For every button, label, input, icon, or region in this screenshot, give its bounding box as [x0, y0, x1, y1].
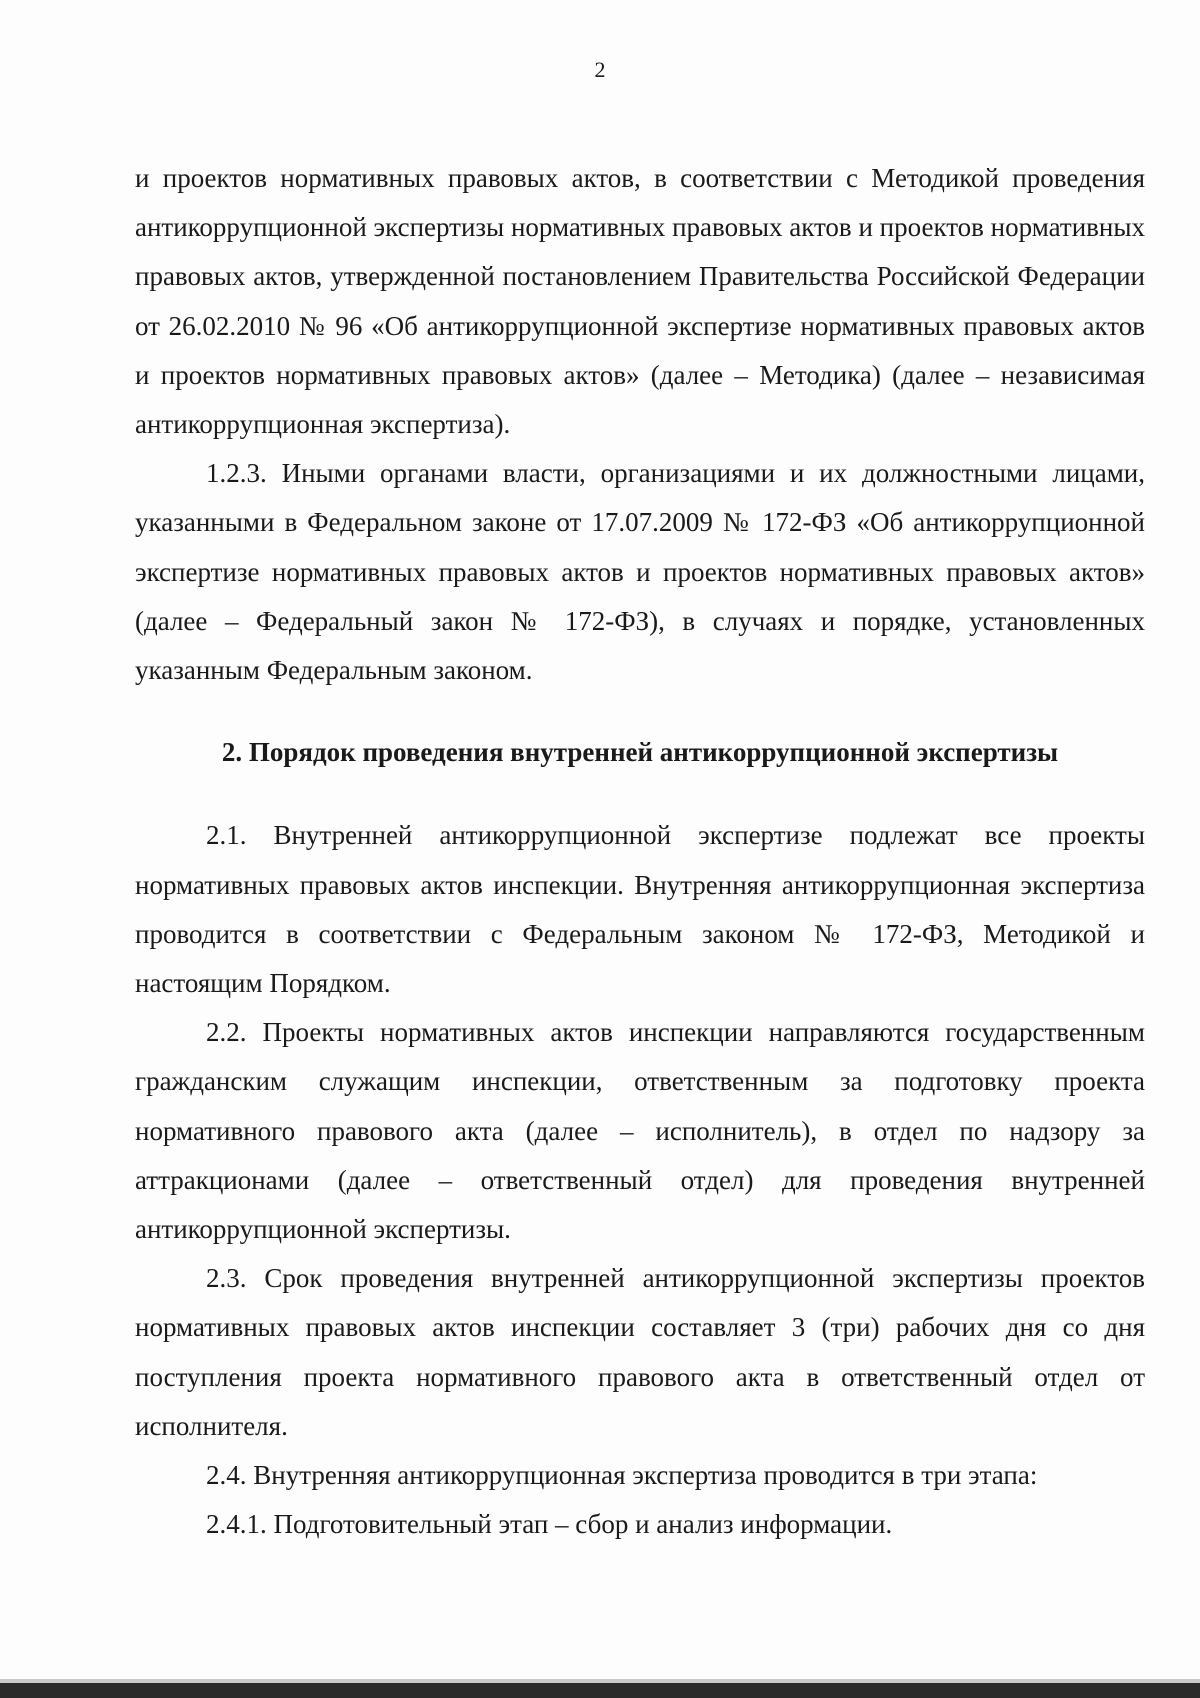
section-heading: 2. Порядок проведения внутренней антикоррупционной экспертизы — [221, 737, 1059, 768]
paragraph-clause-2-4-1: 2.4.1. Подготовительный этап – сбор и анализ информации. — [206, 1509, 893, 1540]
scan-bottom-edge — [0, 1683, 1200, 1698]
page-number: 2 — [594, 57, 606, 82]
paragraph-clause-2-2: 2.2. Проекты нормативных актов инспекции направляются государственным гражданским служащим инспекции, ответственным за подготовку проекта нормативного правового акта (далее – исполнитель), в отдел по надзору за аттракционами (далее – ответственный отдел) для проведения внутренней антикоррупционной экспертизы. — [135, 1017, 1145, 1245]
paragraph-clause-2-4: 2.4. Внутренняя антикоррупционная экспертиза проводится в три этапа: — [206, 1460, 1038, 1491]
paragraph-clause-2-1: 2.1. Внутренней антикоррупционной экспертизе подлежат все проекты нормативных правовых актов инспекции. Внутренняя антикоррупционная экспертиза проводится в соответствии с Федеральным законом № 172-ФЗ, Методикой и настоящим Порядком. — [135, 820, 1145, 999]
paragraph-clause-1-2-3: 1.2.3. Иными органами власти, организациями и их должностными лицами, указанными в Федеральном законе от 17.07.2009 № 172-ФЗ «Об антикоррупционной экспертизе нормативных правовых актов и проектов нормативных правовых актов» (далее – Федеральный закон № 172-ФЗ), в случаях и порядке, установленных указанным Федеральным законом. — [135, 458, 1145, 686]
document-body — [135, 154, 1145, 1549]
paragraph-intro-continuation: и проектов нормативных правовых актов, в соответствии с Методикой проведения антикоррупционной экспертизы нормативных правовых актов и проектов нормативных правовых актов, утвержденной постановлением Правительства Российской Федерации от 26.02.2010 № 96 «Об антикоррупционной экспертизе нормативных правовых актов и проектов нормативных правовых актов» (далее – Методика) (далее – независимая антикоррупционная экспертиза). — [135, 163, 1145, 440]
paragraph-clause-2-3: 2.3. Срок проведения внутренней антикоррупционной экспертизы проектов нормативных правовых актов инспекции составляет 3 (три) рабочих дня со дня поступления проекта нормативного правового акта в ответственный отдел от исполнителя. — [135, 1263, 1145, 1441]
